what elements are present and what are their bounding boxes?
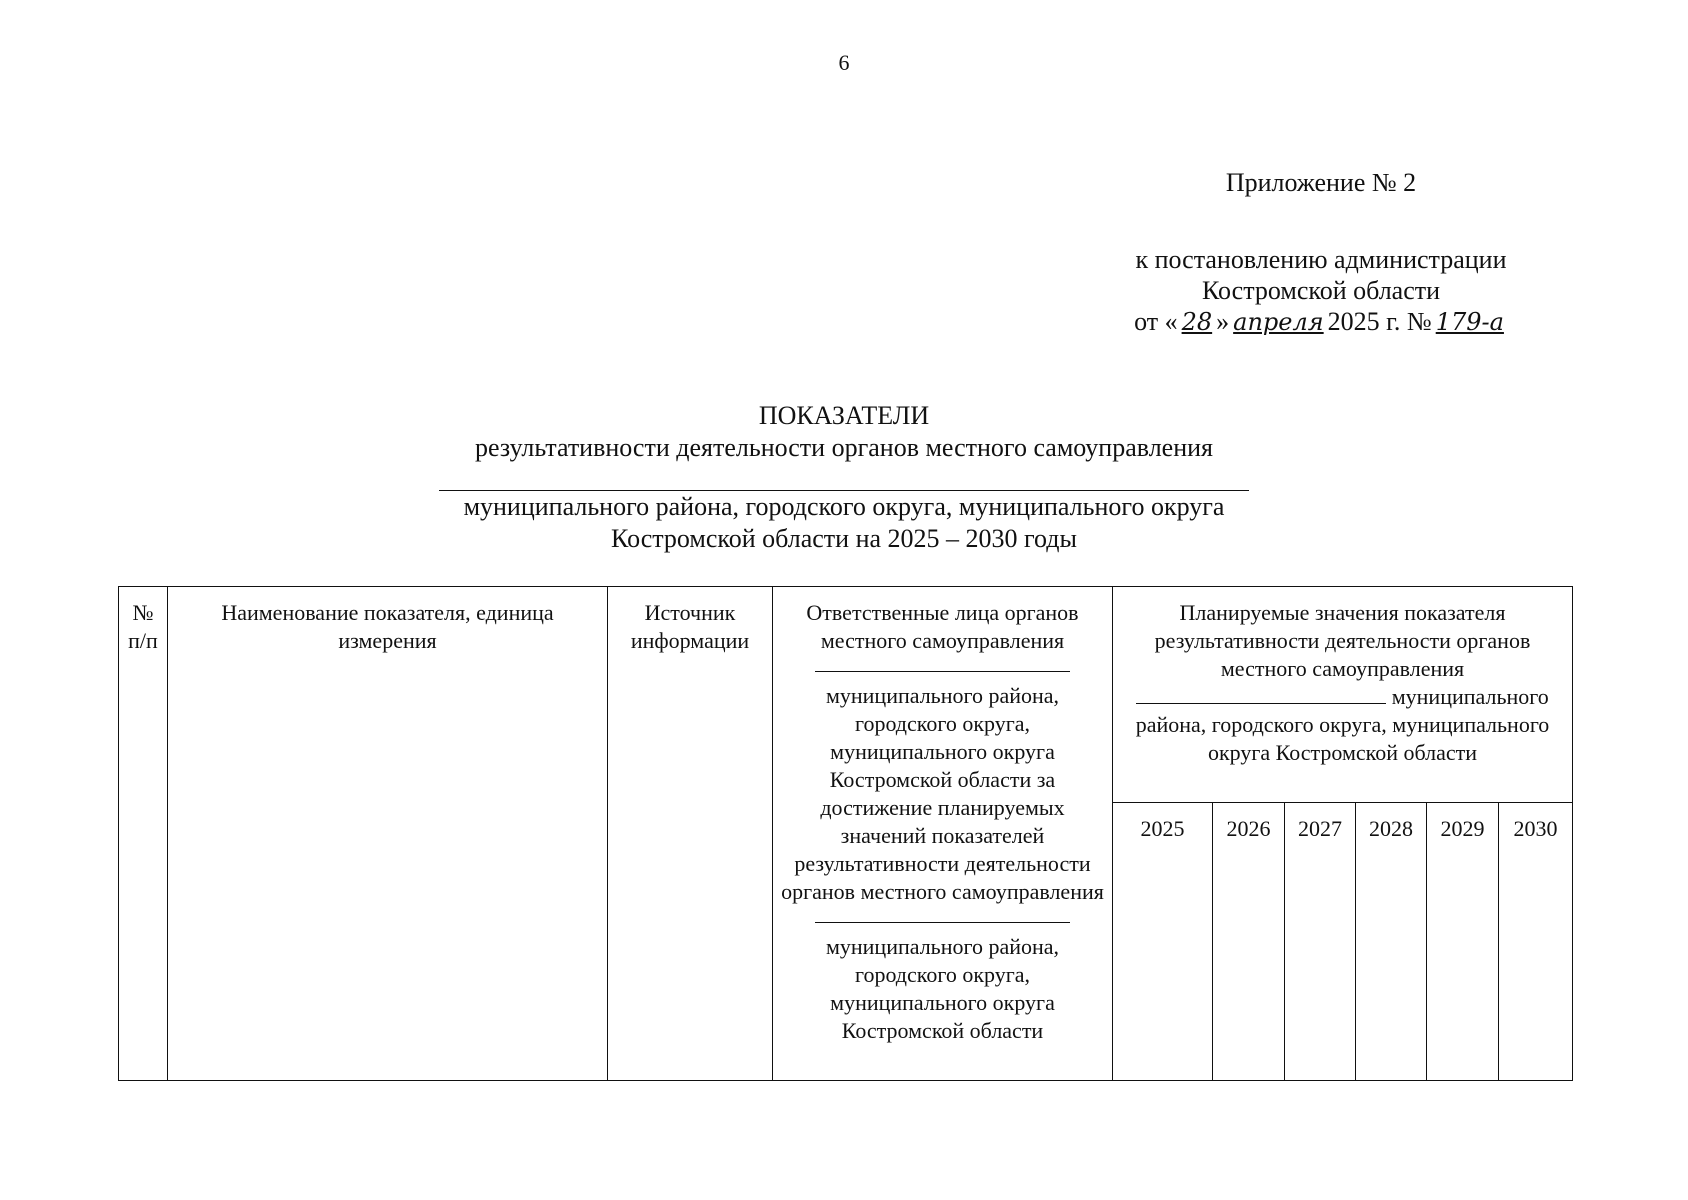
- annex-line-2: Костромской области: [1201, 276, 1441, 305]
- year-2028: 2028: [1356, 803, 1427, 1081]
- annex-title: Приложение № 2: [1225, 168, 1417, 197]
- annex-description: [1100, 244, 1542, 338]
- header-number: № п/п: [119, 587, 168, 1081]
- responsible-mid: муниципального района, городского округа, муниципального округа Костромской области за достижение планируемых значений показателей результативности деятельности органов местного самоуправления: [781, 683, 1104, 904]
- planned-top: Планируемые значения показателя результативности деятельности органов местного самоуправления: [1154, 600, 1531, 681]
- responsible-blank-2: [815, 910, 1070, 923]
- header-planned-values: [1113, 587, 1573, 803]
- responsible-top: Ответственные лица органов местного самоуправления: [806, 600, 1079, 653]
- planned-blank-line: [1136, 685, 1386, 704]
- title-line-2: результативности деятельности органов местного самоуправления: [474, 433, 1214, 462]
- date-mid: »: [1216, 307, 1230, 336]
- year-2030: 2030: [1499, 803, 1573, 1081]
- title-line-3: муниципального района, городского округа, муниципального округа: [463, 492, 1225, 521]
- planned-bottom: района, городского округа, муниципального округа Костромской области: [1135, 712, 1550, 765]
- document-title: [0, 400, 1688, 555]
- responsible-bottom: муниципального района, городского округа, муниципального округа Костромской области: [825, 934, 1060, 1043]
- indicators-table: [118, 586, 1573, 1081]
- title-line-4: Костромской области на 2025 – 2030 годы: [611, 524, 1077, 553]
- planned-word: муниципального: [1391, 684, 1549, 709]
- handwritten-day: 28: [1181, 308, 1213, 336]
- title-blank-line: [439, 464, 1249, 491]
- year-2029: 2029: [1427, 803, 1499, 1081]
- year-2025: 2025: [1113, 803, 1213, 1081]
- title-main: ПОКАЗАТЕЛИ: [758, 401, 930, 430]
- year-2027: 2027: [1285, 803, 1356, 1081]
- date-year: 2025 г. №: [1327, 307, 1432, 336]
- year-2026: 2026: [1213, 803, 1285, 1081]
- annex-line-1: к постановлению администрации: [1135, 245, 1507, 274]
- header-source: Источник информации: [608, 587, 773, 1081]
- annex-date: [1100, 306, 1542, 338]
- header-indicator-name: Наименование показателя, единица измерения: [168, 587, 608, 1081]
- responsible-blank-1: [815, 659, 1070, 672]
- date-prefix: от «: [1134, 307, 1178, 336]
- handwritten-month: апреля: [1233, 308, 1324, 336]
- handwritten-doc-number: 179-а: [1435, 308, 1504, 336]
- page-number: 6: [838, 50, 850, 75]
- header-responsible: [773, 587, 1113, 1081]
